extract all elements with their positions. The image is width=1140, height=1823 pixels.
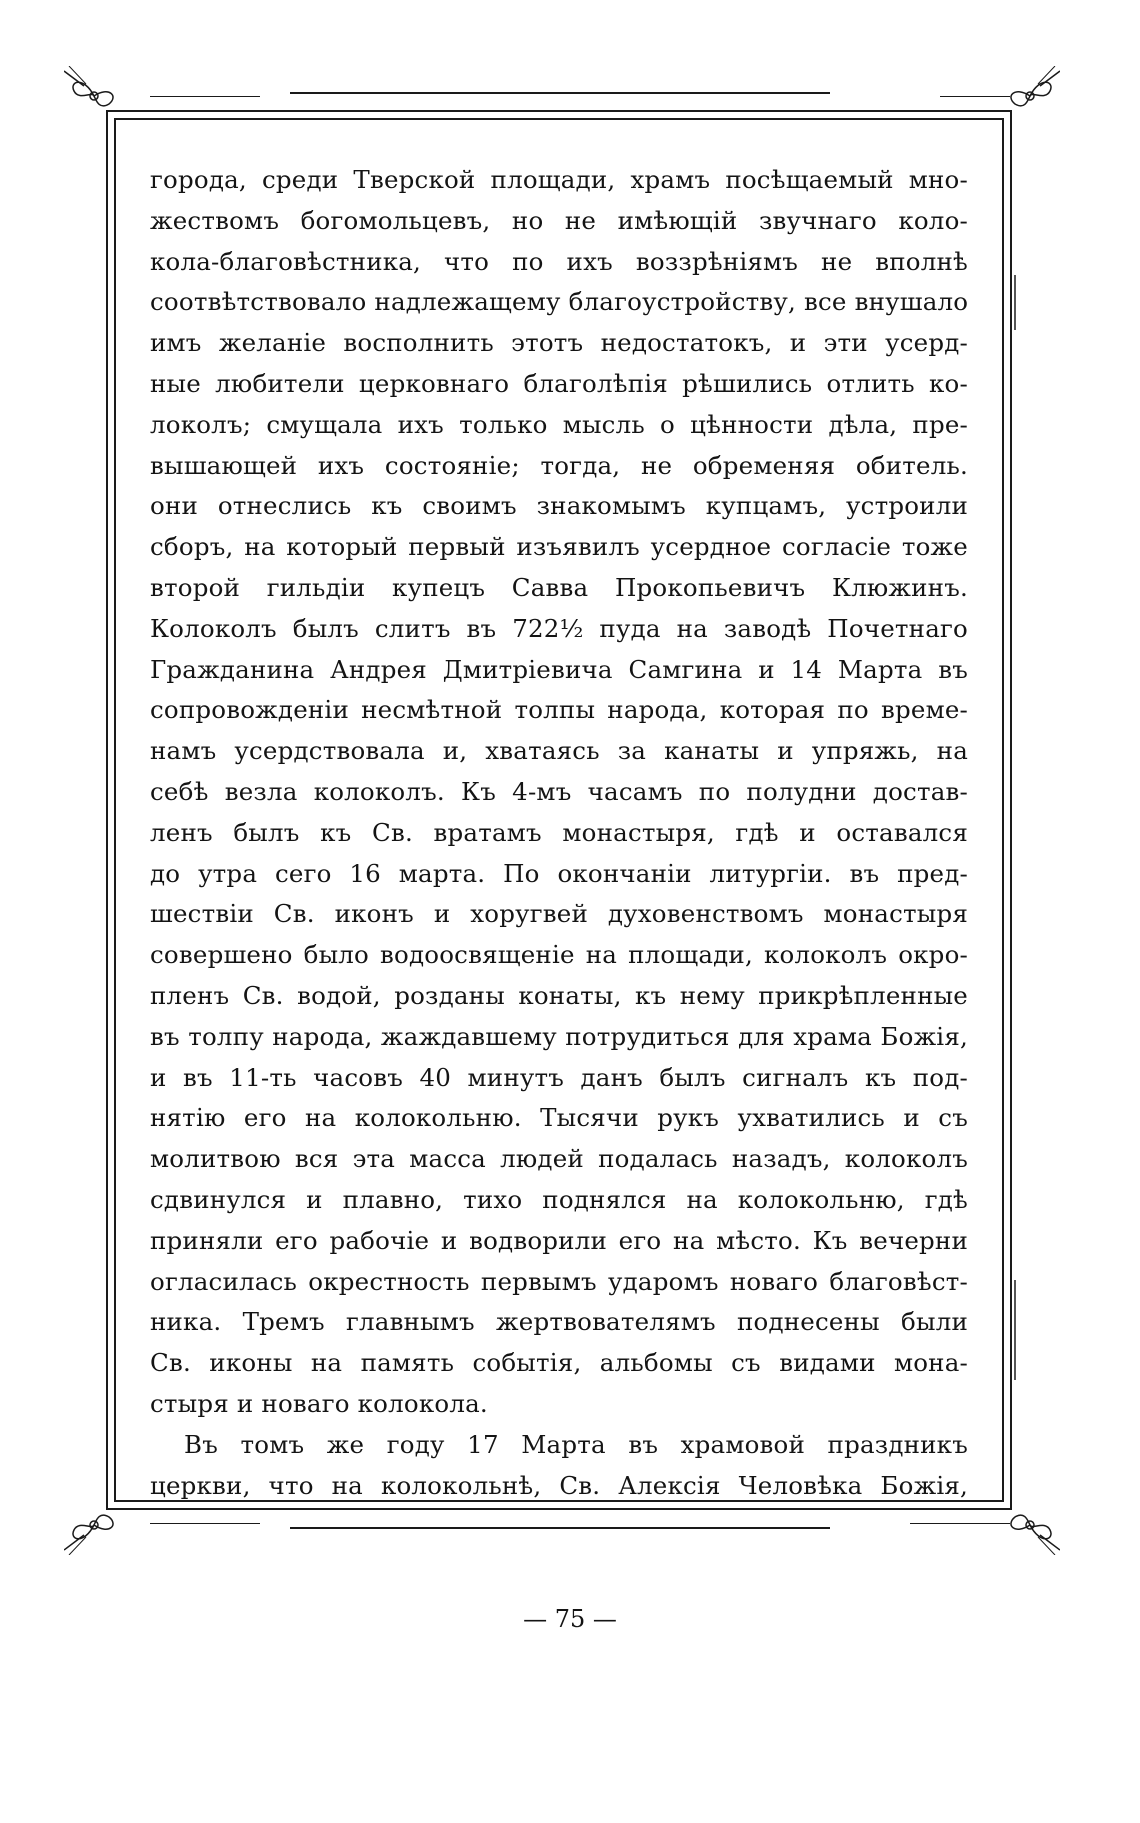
text-line: намъ усердствовала и, хватаясь за канаты и упряжь, на bbox=[150, 736, 968, 766]
corner-ornament-icon bbox=[1000, 66, 1060, 126]
text-line: имъ желаніе восполнить этотъ недостатокъ, и эти усерд- bbox=[150, 328, 968, 358]
text-line: огласилась окрестность первымъ ударомъ новаго благовѣст- bbox=[150, 1266, 968, 1296]
text-line: жествомъ богомольцевъ, но не имѣющій звучнаго коло- bbox=[150, 205, 968, 235]
text-line: въ толпу народа, жаждавшему потрудиться для храма Божія, bbox=[150, 1021, 968, 1051]
text-line: и въ 11-ть часовъ 40 минутъ данъ былъ сигналъ къ под- bbox=[150, 1062, 968, 1092]
text-line: сборъ, на который первый изъявилъ усердное согласіе тоже bbox=[150, 532, 968, 562]
corner-ornament-icon bbox=[64, 66, 124, 126]
top-ornamental-rule-left bbox=[150, 96, 260, 97]
text-line: до утра сего 16 марта. По окончаніи литургіи. въ пред- bbox=[150, 858, 968, 888]
text-line: ные любители церковнаго благолѣпія рѣшились отлить ко- bbox=[150, 368, 968, 398]
bottom-ornamental-rule bbox=[290, 1527, 830, 1529]
top-ornamental-rule bbox=[290, 92, 830, 94]
text-line: шествіи Св. иконъ и хоругвей духовенствомъ монастыря bbox=[150, 899, 968, 929]
corner-ornament-icon bbox=[64, 1495, 124, 1555]
text-line: ленъ былъ къ Св. вратамъ монастыря, гдѣ и оставался bbox=[150, 817, 968, 847]
text-line: приняли его рабочіе и водворили его на мѣсто. Къ вечерни bbox=[150, 1225, 968, 1255]
text-line: второй гильдіи купецъ Савва Прокопьевичъ Клюжинъ. bbox=[150, 572, 968, 602]
text-line: молитвою вся эта масса людей подалась назадъ, колоколъ bbox=[150, 1144, 968, 1174]
text-line: кола-благовѣстника, что по ихъ воззрѣніямъ не вполнѣ bbox=[150, 246, 968, 276]
text-line: Колоколъ былъ слитъ въ 722½ пуда на заводѣ Почетнаго bbox=[150, 613, 968, 643]
paragraph-first-line: Въ томъ же году 17 Марта въ храмовой праздникъ bbox=[184, 1429, 968, 1459]
text-line: вышающей ихъ состояніе; тогда, не обременяя обитель. bbox=[150, 450, 968, 480]
corner-ornament-icon bbox=[1000, 1495, 1060, 1555]
text-line: себѣ везла колоколъ. Къ 4-мъ часамъ по полудни достав- bbox=[150, 776, 968, 806]
text-line: нятію его на колокольню. Тысячи рукъ ухватились и съ bbox=[150, 1103, 968, 1133]
text-line: Гражданина Андрея Дмитріевича Самгина и 14 Марта въ bbox=[150, 654, 968, 684]
text-line: они отнеслись къ своимъ знакомымъ купцамъ, устроили bbox=[150, 491, 968, 521]
bottom-ornamental-rule-right bbox=[910, 1523, 1010, 1524]
text-line: церкви, что на колокольнѣ, Св. Алексія Человѣка Божія, bbox=[150, 1470, 968, 1500]
text-line: пленъ Св. водой, розданы конаты, къ нему прикрѣпленные bbox=[150, 980, 968, 1010]
margin-pencil-mark bbox=[1014, 1280, 1016, 1380]
page-number: — 75 — bbox=[523, 1605, 617, 1633]
text-line: совершено было водоосвященіе на площади, колоколъ окро- bbox=[150, 940, 968, 970]
text-line: города, среди Тверской площади, храмъ посѣщаемый мно- bbox=[150, 165, 968, 194]
text-line: соотвѣтствовало надлежащему благоустройству, все внушало bbox=[150, 287, 969, 317]
text-line: локолъ; смущала ихъ только мысль о цѣнности дѣла, пре- bbox=[150, 409, 968, 439]
text-line: сдвинулся и плавно, тихо поднялся на колокольню, гдѣ bbox=[150, 1184, 968, 1214]
text-line: ника. Тремъ главнымъ жертвователямъ поднесены были bbox=[150, 1307, 968, 1337]
text-line: сопровожденіи несмѣтной толпы народа, которая по време- bbox=[150, 695, 968, 725]
text-line: стыря и новаго колокола. bbox=[150, 1388, 488, 1418]
margin-pencil-mark bbox=[1014, 275, 1016, 330]
bottom-ornamental-rule-left bbox=[150, 1523, 260, 1524]
page-body-text bbox=[150, 160, 968, 1506]
text-line: Св. иконы на память событія, альбомы съ видами мона- bbox=[150, 1348, 968, 1378]
